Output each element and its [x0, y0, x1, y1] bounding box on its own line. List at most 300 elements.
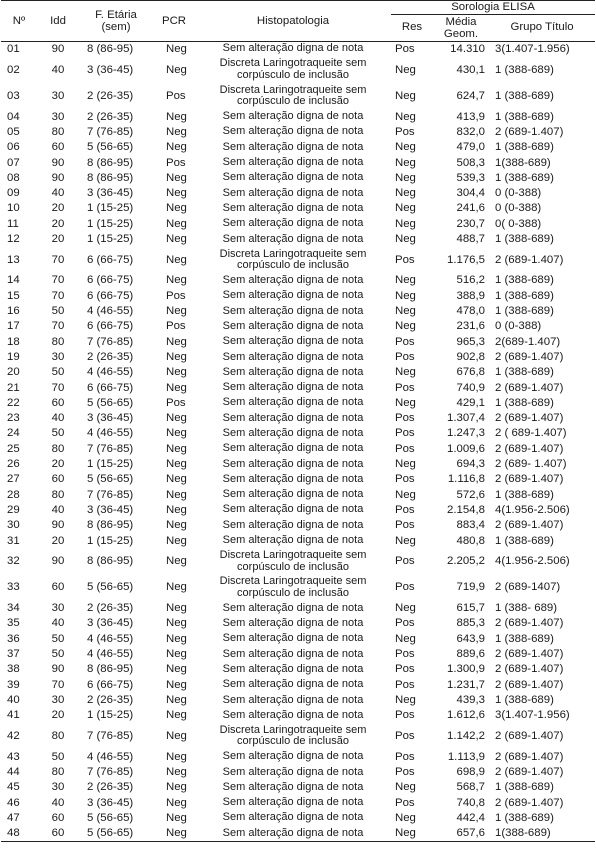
- cell-idd: 20: [51, 202, 65, 215]
- cell-num: 09: [7, 187, 20, 200]
- cell-grupo-titulo: 2 (689-1.407): [495, 730, 564, 743]
- cell-idd: 20: [51, 709, 65, 722]
- cell-faixa-etaria: 8 (86-95): [87, 663, 134, 676]
- cell-num: 01: [7, 42, 20, 55]
- cell-idd: 70: [51, 678, 65, 691]
- cell-faixa-etaria: 4 (46-55): [87, 427, 134, 440]
- cell-faixa-etaria: 3 (36-45): [87, 796, 134, 809]
- cell-media-geom: 740,8: [456, 796, 485, 809]
- cell-num: 26: [7, 458, 20, 471]
- cell-media-geom: 676,8: [456, 366, 485, 379]
- cell-media-geom: 719,9: [456, 581, 485, 594]
- table-row: [1, 533, 595, 548]
- cell-idd: 50: [51, 305, 65, 318]
- cell-res: Neg: [395, 156, 416, 169]
- cell-grupo-titulo: 2 (689-1.407): [495, 519, 564, 532]
- cell-idd: 20: [51, 232, 65, 245]
- cell-res: Neg: [395, 811, 416, 824]
- cell-media-geom: 2.154,8: [446, 503, 485, 516]
- cell-res: Neg: [395, 305, 416, 318]
- cell-media-geom: 1.142,2: [446, 730, 485, 743]
- cell-grupo-titulo: 1 (388-689): [495, 110, 554, 123]
- cell-histopatologia: Discreta Laringotraqueite sem corpúsculo de inclusão: [219, 247, 367, 272]
- cell-pcr: Neg: [166, 602, 187, 615]
- cell-media-geom: 231,6: [456, 320, 485, 333]
- cell-media-geom: 832,0: [456, 125, 485, 138]
- cell-media-geom: 657,6: [433, 826, 489, 842]
- cell-num: 28: [7, 488, 20, 501]
- cell-pcr: Neg: [166, 63, 187, 76]
- cell-grupo-titulo: 1 (388-689): [495, 305, 554, 318]
- cell-pcr: Neg: [166, 555, 187, 568]
- cell-faixa-etaria: 6 (66-75): [87, 320, 134, 333]
- cell-idd: 90: [51, 171, 65, 184]
- cell-histopatologia: Sem alteração digna de nota: [222, 411, 364, 424]
- cell-faixa-etaria: 5 (56-65): [87, 473, 134, 486]
- cell-faixa-etaria: 7 (76-85): [87, 125, 134, 138]
- cell-media-geom: 885,3: [456, 617, 485, 630]
- cell-pcr: Pos: [166, 89, 186, 102]
- cell-histopatologia: Sem alteração digna de nota: [222, 693, 364, 706]
- cell-pcr: Neg: [166, 202, 187, 215]
- cell-faixa-etaria: 3 (36-45): [87, 617, 134, 630]
- cell-media-geom: 479,0: [456, 141, 485, 154]
- table-row: [1, 601, 595, 616]
- table-row: [1, 247, 595, 273]
- cell-histopatologia: Sem alteração digna de nota: [222, 232, 364, 245]
- cell-grupo-titulo: 1 (388-689): [495, 89, 554, 102]
- cell-res: Pos: [395, 766, 415, 779]
- cell-grupo-titulo: 1 (388- 689): [495, 602, 558, 615]
- cell-histopatologia: Discreta Laringotraqueite sem corpúsculo de inclusão: [219, 723, 367, 748]
- cell-media-geom: 539,3: [456, 171, 485, 184]
- table-row: [1, 170, 595, 185]
- table-row: [1, 518, 595, 533]
- cell-idd: 60: [37, 826, 79, 842]
- cell-idd: 40: [51, 796, 65, 809]
- cell-media-geom: 1.300,9: [446, 663, 485, 676]
- cell-num: 13: [7, 253, 20, 266]
- cell-num: 08: [7, 171, 20, 184]
- cell-histopatologia: Sem alteração digna de nota: [222, 442, 364, 455]
- cell-media-geom: 230,7: [456, 217, 485, 230]
- cell-faixa-etaria: 7 (76-85): [87, 442, 134, 455]
- cell-res: Neg: [395, 141, 416, 154]
- cell-media-geom: 241,6: [456, 202, 485, 215]
- cell-grupo-titulo: 1(388-689): [489, 826, 595, 842]
- cell-media-geom: 1.009,6: [446, 442, 485, 455]
- cell-media-geom: 883,4: [456, 519, 485, 532]
- header-histopatologia: Histopatologia: [195, 1, 391, 42]
- table-row: [1, 826, 595, 842]
- cell-grupo-titulo: 1 (388-689): [495, 63, 554, 76]
- cell-media-geom: 1.116,8: [447, 473, 485, 486]
- cell-faixa-etaria: 2 (26-35): [87, 110, 134, 123]
- header-pcr: PCR: [153, 1, 195, 42]
- cell-idd: 50: [51, 366, 65, 379]
- cell-num: 36: [7, 632, 20, 645]
- cell-faixa-etaria: 3 (36-45): [87, 187, 134, 200]
- table-row: [1, 57, 595, 83]
- cell-grupo-titulo: 0 (0-388): [495, 187, 542, 200]
- cell-histopatologia: Sem alteração digna de nota: [222, 186, 364, 199]
- cell-res: Neg: [395, 187, 416, 200]
- cell-grupo-titulo: 2 (689-1.407): [495, 381, 564, 394]
- cell-grupo-titulo: 1(388-689): [495, 156, 551, 169]
- cell-media-geom: 643,9: [456, 632, 485, 645]
- cell-idd: 70: [51, 289, 65, 302]
- cell-pcr: Neg: [166, 171, 187, 184]
- cell-grupo-titulo: 2 (689-1.407): [495, 473, 564, 486]
- cell-idd: 50: [51, 648, 65, 661]
- cell-res: Pos: [395, 519, 415, 532]
- cell-num: 21: [7, 381, 20, 394]
- cell-idd: 90: [51, 42, 65, 55]
- cell-faixa-etaria: 6 (66-75): [87, 381, 134, 394]
- cell-faixa-etaria: 6 (66-75): [87, 289, 134, 302]
- cell-num: 23: [7, 412, 20, 425]
- cell-num: 02: [7, 63, 20, 76]
- cell-num: 34: [7, 602, 20, 615]
- cell-pcr: Neg: [166, 781, 187, 794]
- table-row: [1, 708, 595, 723]
- cell-res: Neg: [395, 632, 416, 645]
- cell-res: Pos: [395, 678, 415, 691]
- cell-idd: 40: [51, 617, 65, 630]
- cell-idd: 30: [51, 693, 65, 706]
- cell-faixa-etaria: 6 (66-75): [87, 274, 134, 287]
- cell-faixa-etaria: 6 (66-75): [87, 253, 134, 266]
- table-row: [1, 288, 595, 303]
- cell-histopatologia: Sem alteração digna de nota: [222, 488, 364, 501]
- cell-faixa-etaria: 1 (15-25): [87, 709, 134, 722]
- cell-pcr: Neg: [166, 381, 187, 394]
- table-row: [1, 273, 595, 288]
- cell-num: 32: [7, 555, 20, 568]
- cell-faixa-etaria: 4 (46-55): [87, 632, 134, 645]
- cell-faixa-etaria: 2 (26-35): [87, 350, 134, 363]
- cell-grupo-titulo: 2 (689-1.407): [495, 125, 564, 138]
- cell-pcr: Neg: [166, 632, 187, 645]
- cell-num: 25: [7, 442, 20, 455]
- cell-num: 10: [7, 202, 20, 215]
- cell-num: 17: [7, 320, 20, 333]
- cell-faixa-etaria: 1 (15-25): [87, 202, 134, 215]
- cell-res: Pos: [395, 503, 415, 516]
- cell-idd: 80: [51, 730, 65, 743]
- table-row: [1, 350, 595, 365]
- cell-media-geom: 1.612,6: [446, 709, 485, 722]
- cell-grupo-titulo: 4(1.956-2.506): [495, 555, 570, 568]
- cell-res: Neg: [395, 781, 416, 794]
- cell-faixa-etaria: 5 (56-65): [87, 396, 134, 409]
- cell-idd: 40: [51, 412, 65, 425]
- cell-grupo-titulo: 2 (689-1.407): [495, 350, 564, 363]
- cell-pcr: Neg: [166, 693, 187, 706]
- cell-res: Neg: [395, 534, 416, 547]
- cell-num: 22: [7, 396, 20, 409]
- cell-num: 33: [7, 581, 20, 594]
- cell-num: 29: [7, 503, 20, 516]
- cell-pcr: Neg: [166, 581, 187, 594]
- cell-num: 31: [7, 534, 20, 547]
- table-header: [1, 1, 595, 42]
- cell-idd: 80: [51, 335, 65, 348]
- cell-pcr: Neg: [166, 473, 187, 486]
- table-row: [1, 616, 595, 631]
- cell-histopatologia: Discreta Laringotraqueite sem corpúsculo de inclusão: [219, 575, 367, 599]
- cell-res: Neg: [395, 274, 416, 287]
- cell-res: Pos: [395, 335, 415, 348]
- table-row: [1, 811, 595, 826]
- cell-media-geom: 1.231,7: [446, 678, 485, 691]
- table-row: [1, 677, 595, 692]
- cell-histopatologia: Sem alteração digna de nota: [222, 156, 364, 169]
- cell-histopatologia: Sem alteração digna de nota: [222, 426, 364, 439]
- cell-num: 35: [7, 617, 20, 630]
- cell-histopatologia: Sem alteração digna de nota: [222, 365, 364, 378]
- cell-idd: 80: [51, 488, 65, 501]
- cell-res: Pos: [395, 350, 415, 363]
- cell-num: 05: [7, 125, 20, 138]
- cell-pcr: Neg: [166, 458, 187, 471]
- cell-num: 03: [7, 89, 20, 102]
- table-row: [1, 575, 595, 601]
- cell-media-geom: 2.205,2: [446, 555, 485, 568]
- cell-grupo-titulo: 1 (388-689): [495, 811, 554, 824]
- cell-pcr: Neg: [166, 274, 187, 287]
- cell-histopatologia: Sem alteração digna de nota: [222, 350, 364, 363]
- cell-res: Pos: [395, 730, 415, 743]
- cell-pcr: Neg: [166, 335, 187, 348]
- cell-pcr: Neg: [166, 350, 187, 363]
- header-res: Res: [391, 14, 433, 41]
- table-row: [1, 155, 595, 170]
- cell-res: Neg: [395, 110, 416, 123]
- table-row: [1, 396, 595, 411]
- cell-pcr: Neg: [166, 141, 187, 154]
- table-row: [1, 548, 595, 574]
- cell-idd: 20: [51, 217, 65, 230]
- cell-res: Neg: [395, 171, 416, 184]
- cell-res: Neg: [395, 63, 416, 76]
- cell-faixa-etaria: 1 (15-25): [87, 232, 134, 245]
- cell-pcr: Neg: [166, 125, 187, 138]
- cell-idd: 30: [51, 110, 65, 123]
- cell-media-geom: 388,9: [456, 289, 485, 302]
- cell-idd: 90: [51, 663, 65, 676]
- cell-idd: 70: [51, 253, 65, 266]
- cell-pcr: Neg: [166, 217, 187, 230]
- cell-res: Neg: [391, 826, 433, 842]
- cell-idd: 60: [51, 141, 65, 154]
- cell-num: 04: [7, 110, 20, 123]
- cell-num: 24: [7, 427, 20, 440]
- cell-grupo-titulo: 0 (0-388): [495, 320, 542, 333]
- cell-histopatologia: Sem alteração digna de nota: [222, 534, 364, 547]
- cell-res: Pos: [395, 663, 415, 676]
- table-body: [1, 41, 595, 842]
- cell-faixa-etaria: 5 (56-65): [79, 826, 153, 842]
- table-row: [1, 441, 595, 456]
- cell-faixa-etaria: 2 (26-35): [87, 781, 134, 794]
- table-row: [1, 472, 595, 487]
- cell-grupo-titulo: 1 (388-689): [495, 274, 554, 287]
- cell-media-geom: 429,1: [456, 396, 485, 409]
- table-row: [1, 140, 595, 155]
- cell-media-geom: 442,4: [456, 811, 485, 824]
- cell-res: Pos: [395, 42, 415, 55]
- cell-histopatologia: Sem alteração digna de nota: [222, 319, 364, 332]
- cell-faixa-etaria: 4 (46-55): [87, 366, 134, 379]
- cell-idd: 60: [51, 473, 65, 486]
- cell-num: 39: [7, 678, 20, 691]
- cell-media-geom: 698,9: [456, 766, 485, 779]
- table-row: [1, 109, 595, 124]
- cell-faixa-etaria: 1 (15-25): [87, 534, 134, 547]
- table-row: [1, 319, 595, 334]
- cell-histopatologia: Sem alteração digna de nota: [222, 42, 364, 55]
- cell-pcr: Neg: [166, 709, 187, 722]
- cell-histopatologia: Sem alteração digna de nota: [195, 826, 391, 842]
- cell-faixa-etaria: 5 (56-65): [87, 141, 134, 154]
- cell-faixa-etaria: 8 (86-95): [87, 156, 134, 169]
- table-row: [1, 365, 595, 380]
- cell-idd: 60: [51, 396, 65, 409]
- cell-media-geom: 430,1: [456, 63, 485, 76]
- cell-pcr: Neg: [166, 796, 187, 809]
- cell-grupo-titulo: 3(1.407-1.956): [495, 42, 570, 55]
- cell-faixa-etaria: 3 (36-45): [87, 503, 134, 516]
- cell-num: 46: [7, 796, 20, 809]
- cell-histopatologia: Sem alteração digna de nota: [222, 110, 364, 123]
- cell-num: 30: [7, 519, 20, 532]
- cell-idd: 30: [51, 89, 65, 102]
- cell-res: Pos: [395, 617, 415, 630]
- cell-num: 27: [7, 473, 20, 486]
- cell-num: 07: [7, 156, 20, 169]
- cell-idd: 20: [51, 534, 65, 547]
- cell-grupo-titulo: 2 (689-1.407): [495, 796, 564, 809]
- table-row: [1, 216, 595, 231]
- cell-faixa-etaria: 7 (76-85): [87, 488, 134, 501]
- cell-grupo-titulo: 1 (388-689): [495, 289, 554, 302]
- cell-faixa-etaria: 6 (66-75): [87, 678, 134, 691]
- cell-res: Pos: [395, 581, 415, 594]
- cell-res: Neg: [395, 366, 416, 379]
- cell-pcr: Neg: [153, 826, 195, 842]
- cell-idd: 60: [51, 581, 65, 594]
- cell-pcr: Neg: [166, 442, 187, 455]
- table-row: [1, 723, 595, 749]
- cell-faixa-etaria: 7 (76-85): [87, 335, 134, 348]
- cell-pcr: Neg: [166, 366, 187, 379]
- cell-grupo-titulo: 4(1.956-2.506): [495, 503, 570, 516]
- table-row: [1, 795, 595, 810]
- cell-faixa-etaria: 5 (56-65): [87, 581, 134, 594]
- cell-media-geom: 965,3: [456, 335, 485, 348]
- cell-histopatologia: Sem alteração digna de nota: [222, 503, 364, 516]
- cell-histopatologia: Sem alteração digna de nota: [222, 518, 364, 531]
- cell-grupo-titulo: 1 (388-689): [495, 232, 554, 245]
- cell-histopatologia: Discreta Laringotraqueite sem corpúsculo de inclusão: [219, 549, 367, 573]
- cell-grupo-titulo: 2 (689- 1.407): [495, 458, 567, 471]
- cell-media-geom: 889,6: [456, 648, 485, 661]
- cell-num: 40: [7, 693, 20, 706]
- cell-res: Pos: [395, 709, 415, 722]
- cell-pcr: Neg: [166, 766, 187, 779]
- cell-histopatologia: Sem alteração digna de nota: [222, 335, 364, 348]
- cell-histopatologia: Sem alteração digna de nota: [222, 289, 364, 302]
- cell-num: 38: [7, 663, 20, 676]
- cell-num: 16: [7, 305, 20, 318]
- cell-faixa-etaria: 3 (36-45): [87, 412, 134, 425]
- cell-media-geom: 1.307,4: [446, 412, 485, 425]
- cell-media-geom: 1.247,3: [446, 427, 485, 440]
- cell-faixa-etaria: 8 (86-95): [87, 555, 134, 568]
- cell-num: 37: [7, 648, 20, 661]
- cell-idd: 80: [51, 766, 65, 779]
- cell-faixa-etaria: 2 (26-35): [87, 693, 134, 706]
- table-row: [1, 780, 595, 795]
- cell-res: Neg: [395, 693, 416, 706]
- cell-num: 18: [7, 335, 20, 348]
- cell-grupo-titulo: 2 (689-1.407): [495, 442, 564, 455]
- cell-faixa-etaria: 1 (15-25): [87, 458, 134, 471]
- cell-faixa-etaria: 7 (76-85): [87, 730, 134, 743]
- cell-grupo-titulo: 2 (689-1.407): [495, 766, 564, 779]
- cell-media-geom: 1.113,9: [447, 750, 485, 763]
- table-row: [1, 487, 595, 502]
- cell-pcr: Neg: [166, 187, 187, 200]
- cell-num: 41: [7, 709, 20, 722]
- table-row: [1, 457, 595, 472]
- cell-grupo-titulo: 0 (0-388): [495, 202, 542, 215]
- cell-idd: 40: [51, 503, 65, 516]
- cell-faixa-etaria: 4 (46-55): [87, 648, 134, 661]
- cell-grupo-titulo: 1 (388-689): [495, 141, 554, 154]
- cell-pcr: Pos: [166, 156, 186, 169]
- cell-media-geom: 304,4: [456, 187, 485, 200]
- cell-histopatologia: Sem alteração digna de nota: [222, 304, 364, 317]
- cell-pcr: Neg: [166, 617, 187, 630]
- cell-res: Pos: [395, 442, 415, 455]
- cell-pcr: Neg: [166, 427, 187, 440]
- cell-faixa-etaria: 2 (26-35): [87, 602, 134, 615]
- cell-res: Pos: [395, 750, 415, 763]
- cell-res: Neg: [395, 458, 416, 471]
- cell-media-geom: 902,8: [456, 350, 485, 363]
- cell-grupo-titulo: 2(689-1.407): [495, 335, 561, 348]
- cell-media-geom: 439,3: [456, 693, 485, 706]
- cell-idd: 70: [51, 274, 65, 287]
- table-row: [1, 41, 595, 57]
- cell-grupo-titulo: 2 (689-1407): [495, 581, 561, 594]
- cell-res: Neg: [395, 217, 416, 230]
- table-row: [1, 304, 595, 319]
- cell-idd: 30: [51, 350, 65, 363]
- cell-res: Neg: [395, 602, 416, 615]
- cell-pcr: Pos: [166, 396, 186, 409]
- header-grupo-titulo: Grupo Título: [489, 14, 595, 41]
- cell-histopatologia: Sem alteração digna de nota: [222, 457, 364, 470]
- cell-res: Neg: [395, 89, 416, 102]
- cell-grupo-titulo: 1 (388-689): [495, 366, 554, 379]
- cell-grupo-titulo: 2 (689-1.407): [495, 253, 564, 266]
- header-faixa-etaria: F. Etária (sem): [79, 1, 153, 42]
- cell-histopatologia: Sem alteração digna de nota: [222, 617, 364, 630]
- cell-res: Pos: [395, 648, 415, 661]
